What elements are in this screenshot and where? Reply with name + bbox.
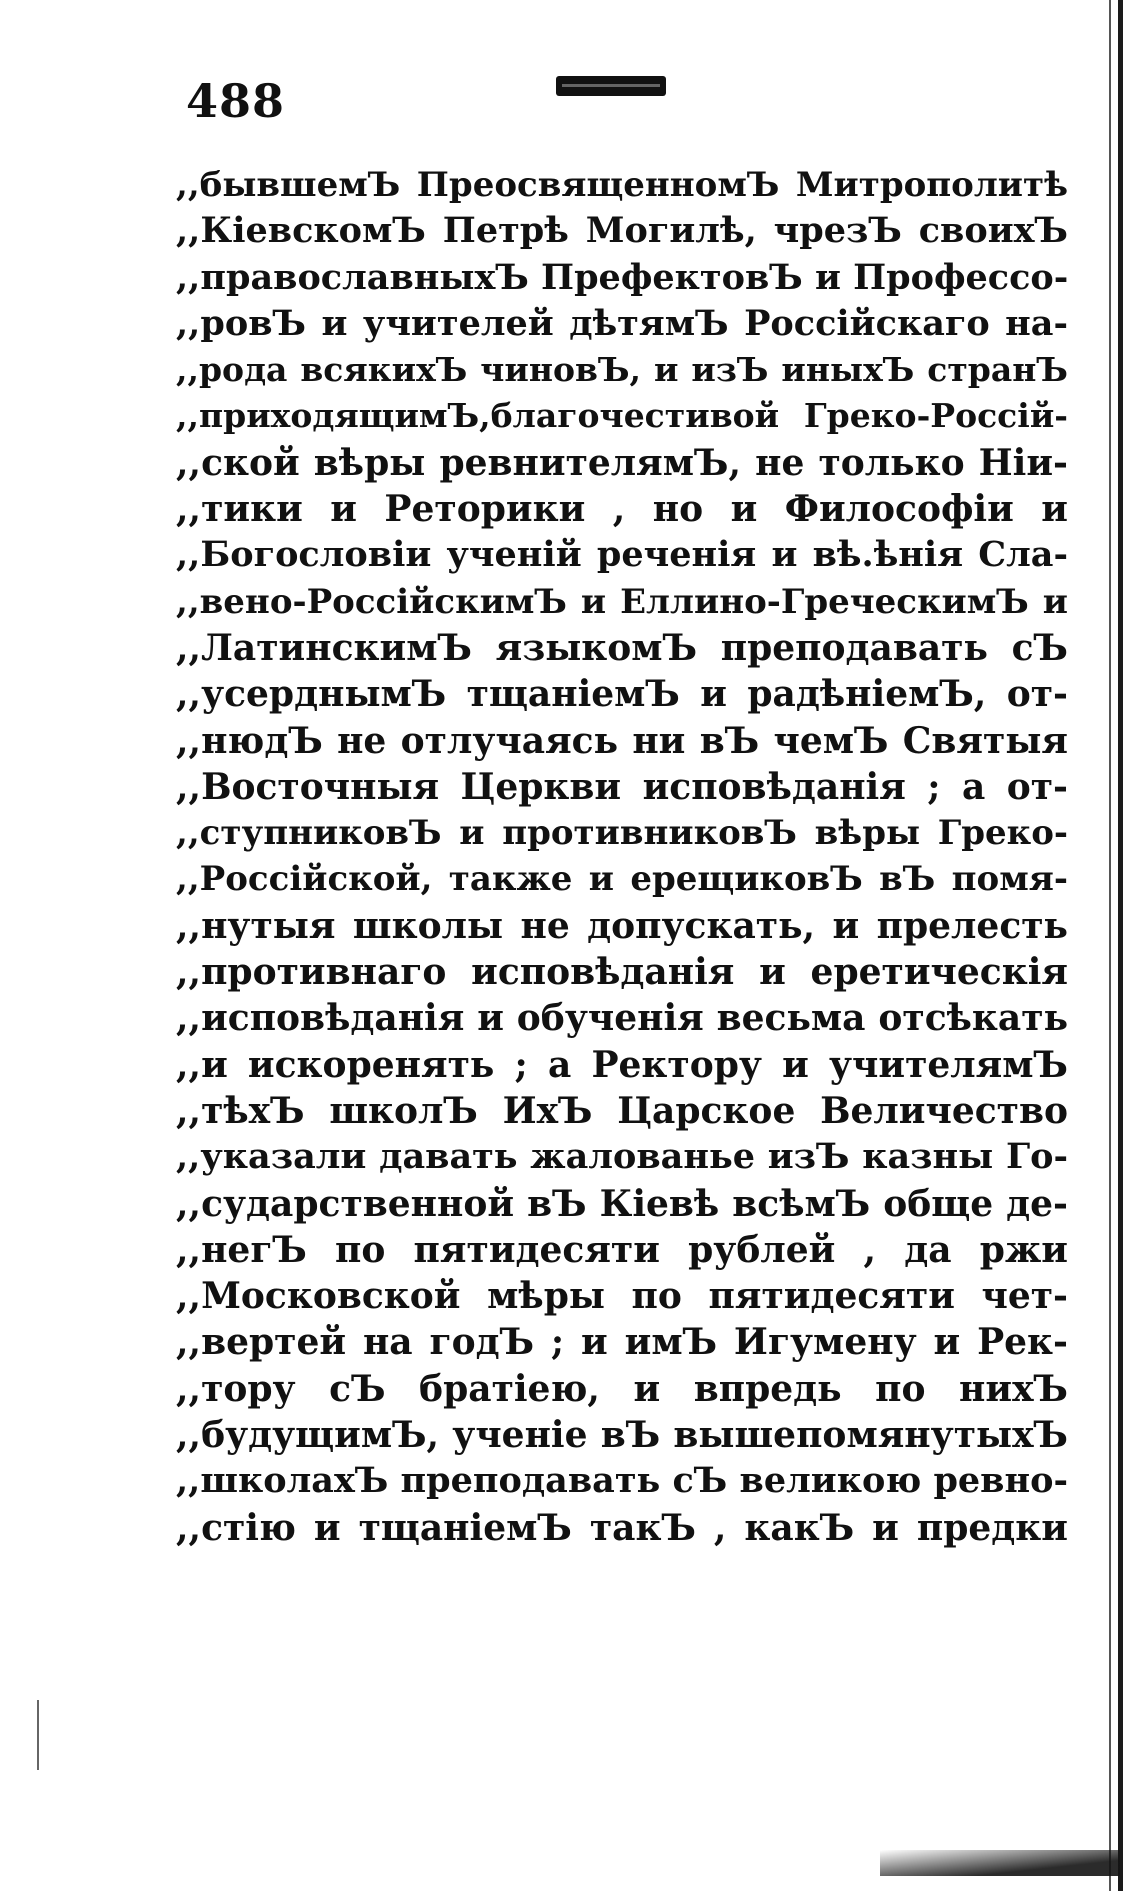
- text-line: ,,нюдЪ не отлучаясь ни вЪ чемЪ Святыя: [176, 719, 1068, 762]
- text-line: ,,сударственной вЪ Кіевѣ всѣмЪ обще де-: [176, 1182, 1068, 1225]
- text-line: ,,указали давать жалованье изЪ казны Го-: [176, 1136, 1068, 1178]
- text-line: ,,Восточныя Церкви исповѣданія ; а от-: [176, 765, 1068, 808]
- text-line: ,,вено-РоссійскимЪ и Еллино-ГреческимЪ и: [176, 581, 1068, 622]
- text-line: ,,нутыя школы не допускать, и прелесть: [176, 904, 1068, 947]
- text-line: ,,КіевскомЪ Петрѣ Могилѣ, чрезЪ своихЪ: [176, 210, 1068, 252]
- page-edge-shadow: [1109, 0, 1111, 1891]
- text-line: ,,православныхЪ ПрефектовЪ и Профессо-: [176, 256, 1068, 298]
- text-line: ,,исповѣданія и обученія весьма отсѣкать: [176, 997, 1068, 1040]
- text-line: ,,тѣхЪ школЪ ИхЪ Царское Величество: [176, 1089, 1068, 1132]
- text-line: ,,бывшемЪ ПреосвященномЪ Митрополитѣ: [176, 165, 1068, 205]
- text-line: ,,вертей на годЪ ; и имЪ Игумену и Рек-: [176, 1321, 1068, 1364]
- text-line: ,,будущимЪ, ученіе вЪ вышепомянутыхЪ: [176, 1414, 1068, 1457]
- text-line: ,,ровЪ и учителей дѣтямЪ Россійскаго на-: [176, 302, 1068, 344]
- text-line: ,,негЪ по пятидесяти рублей , да ржи: [176, 1228, 1068, 1271]
- text-line: ,,Московской мѣры по пятидесяти чет-: [176, 1275, 1068, 1318]
- text-line: ,,Россійской, также и ерещиковЪ вЪ помя-: [176, 859, 1068, 900]
- scan-corner-smudge: [880, 1850, 1120, 1876]
- text-line: ,,рода всякихЪ чиновЪ, и изЪ иныхЪ странЪ: [176, 350, 1068, 390]
- text-line: ,,усерднымЪ тщаніемЪ и радѣніемЪ, от-: [176, 673, 1068, 716]
- text-line: ,,Богословіи ученій реченія и вѣ.ѣнія Сла-: [176, 534, 1068, 576]
- page-binding-edge: [1118, 0, 1123, 1891]
- text-line: ,,ской вѣры ревнителямЪ, не только Ніи-: [176, 441, 1068, 484]
- text-line: ,,ступниковЪ и противниковЪ вѣры Греко-: [176, 813, 1068, 854]
- text-line: ,,ЛатинскимЪ языкомЪ преподавать сЪ: [176, 626, 1068, 669]
- text-line: ,,стію и тщаніемЪ такЪ , какЪ и предки: [176, 1506, 1068, 1549]
- scan-margin-mark: [37, 1700, 39, 1770]
- text-line: ,,тики и Реторики , но и Философіи и: [176, 488, 1068, 531]
- header-ornament-rule: [556, 76, 666, 96]
- text-line: ,,тору сЪ братіею, и впредь по нихЪ: [176, 1367, 1068, 1410]
- page-number: 488: [186, 74, 286, 128]
- text-line: ,,школахЪ преподавать сЪ великою ревно-: [176, 1460, 1068, 1502]
- text-line: ,,и искоренять ; а Ректору и учителямЪ: [176, 1043, 1068, 1086]
- text-line: ,,приходящимЪ,благочестивой Греко-Россій-: [176, 396, 1068, 436]
- text-line: ,,противнаго исповѣданія и еретическія: [176, 951, 1068, 994]
- body-text: [176, 162, 1068, 1551]
